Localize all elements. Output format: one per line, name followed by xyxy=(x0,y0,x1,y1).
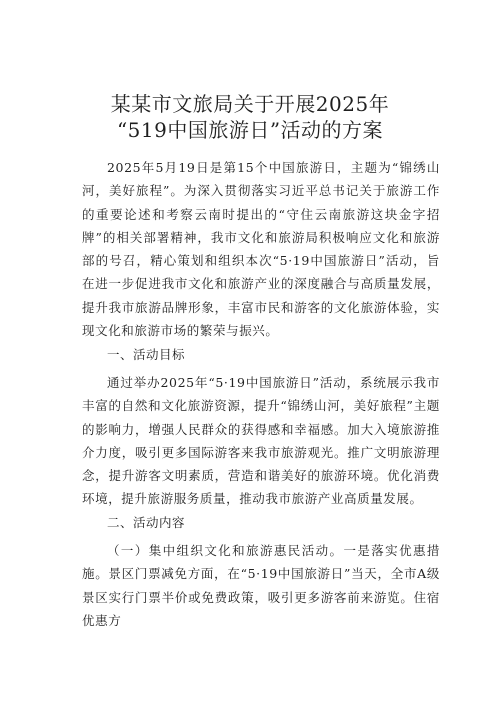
section-heading-content: 二、活动内容 xyxy=(107,515,186,530)
document-title-line-2: “519中国旅游日”活动的方案 xyxy=(116,118,384,142)
section-heading-goals: 一、活动目标 xyxy=(107,347,186,362)
section-content-paragraph: （一）集中组织文化和旅游惠民活动。一是落实优惠措施。景区门票减免方面，在“5·19中国旅游日”当天，全市A级景区实行门票半价或免费政策，吸引更多游客前来游览。住宿优惠方 xyxy=(82,543,441,628)
section-goals-paragraph: 通过举办2025年“5·19中国旅游日”活动，系统展示我市丰富的自然和文化旅游资源，提升“锦绣山河，美好旅程”主题的影响力，增强人民群众的获得感和幸福感。加大入境旅游推介力度，吸引更多国际游客来我市旅游观光。推广文明旅游理念，提升游客文明素质，营造和谐美好的旅游环境。优化消费环境，提升旅游服务质量，推动我市旅游产业高质量发展。 xyxy=(82,375,440,507)
document-title-line-1: 某某市文旅局关于开展2025年 xyxy=(110,92,390,116)
intro-paragraph: 2025年5月19日是第15个中国旅游日，主题为“锦绣山河，美好旅程”。为深入贯彻落实习近平总书记关于旅游工作的重要论述和考察云南时提出的“守住云南旅游这块金字招牌”的相关部署精神，我市文化和旅游局积极响应文化和旅游部的号召，精心策划和组织本次“5·19中国旅游日”活动，旨在进一步促进我市文化和旅游产业的深度融合与高质量发展，提升我市旅游品牌形象，丰富市民和游客的文化旅游体验，实现文化和旅游市场的繁荣与振兴。 xyxy=(82,160,440,339)
